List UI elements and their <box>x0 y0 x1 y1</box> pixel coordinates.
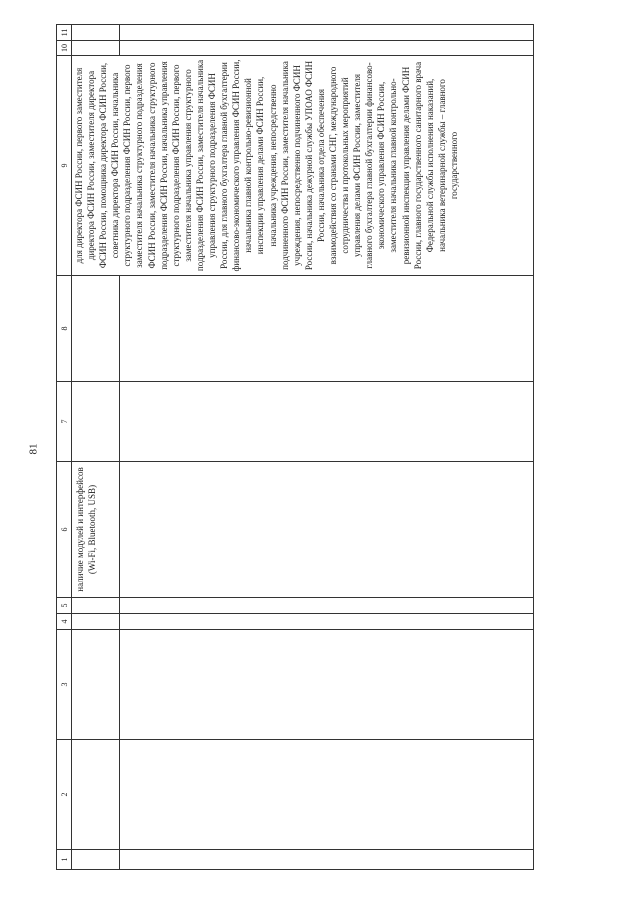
column-header-1: 1 <box>57 850 72 870</box>
table-cell <box>120 462 534 598</box>
cell-col6: наличие модулей и интерфейсов (Wi-Fi, Bluetooth, USB) <box>72 462 120 598</box>
column-header-11: 11 <box>57 25 72 41</box>
table-cell <box>72 614 120 630</box>
column-header-7: 7 <box>57 382 72 462</box>
table-cell <box>120 382 534 462</box>
table-cell <box>72 276 120 382</box>
column-header-4: 4 <box>57 614 72 630</box>
column-header-10: 10 <box>57 41 72 56</box>
table-row <box>72 25 120 870</box>
specification-table <box>56 24 534 870</box>
table-cell <box>72 382 120 462</box>
table-cell <box>72 740 120 850</box>
table-cell <box>120 598 534 614</box>
rotated-table-wrapper <box>56 25 531 870</box>
column-header-9: 9 <box>57 56 72 276</box>
column-header-5: 5 <box>57 598 72 614</box>
cell-col9: для директора ФСИН России, первого заместителя директора ФСИН России, заместителя директора ФСИН России, помощника директора ФСИН России, советника директора ФСИН России, начальника структурного подразделения ФСИН России, первого заместителя начальника структурного подразделения ФСИН России, заместителя начальника структурного подразделения ФСИН России, начальника управления структурного подразделения ФСИН России, первого заместителя начальника управления структурного подразделения ФСИН России, заместителя начальника управления структурного подразделения ФСИН России, для главного бухгалтера главной бухгалтерии финансово-экономического управления ФСИН России, начальника главной контрольно-ревизионной инспекции управления делами ФСИН России, начальника учреждения, непосредственно подчиненного ФСИН России, заместителя начальника учреждения, непосредственно подчиненного ФСИН России, начальника дежурной службы УПОАО ФСИН России, начальника отдела обеспечения взаимодействия со странами СНГ, международного сотрудничества и протокольных мероприятий управления делами ФСИН России, заместителя главного бухгалтера главной бухгалтерии финансово-экономического управления ФСИН России, заместителя начальника главной контрольно-ревизионной инспекции управления делами ФСИН России, главного государственного санитарного врача Федеральной службы исполнения наказаний, начальника ветеринарной службы – главного государственного <box>72 56 534 276</box>
table-cell <box>72 41 120 56</box>
table-cell <box>72 598 120 614</box>
header-row <box>57 25 72 870</box>
table-cell <box>120 276 534 382</box>
table-cell <box>120 41 534 56</box>
column-header-3: 3 <box>57 630 72 740</box>
table-cell <box>120 740 534 850</box>
column-header-2: 2 <box>57 740 72 850</box>
page-number: 81 <box>27 443 40 455</box>
table-cell <box>72 25 120 41</box>
table-cell <box>120 850 534 870</box>
table-cell <box>120 25 534 41</box>
column-header-8: 8 <box>57 276 72 382</box>
table-cell <box>72 850 120 870</box>
table-cell <box>120 614 534 630</box>
column-header-6: 6 <box>57 462 72 598</box>
table-cell <box>72 630 120 740</box>
table-cell <box>120 630 534 740</box>
